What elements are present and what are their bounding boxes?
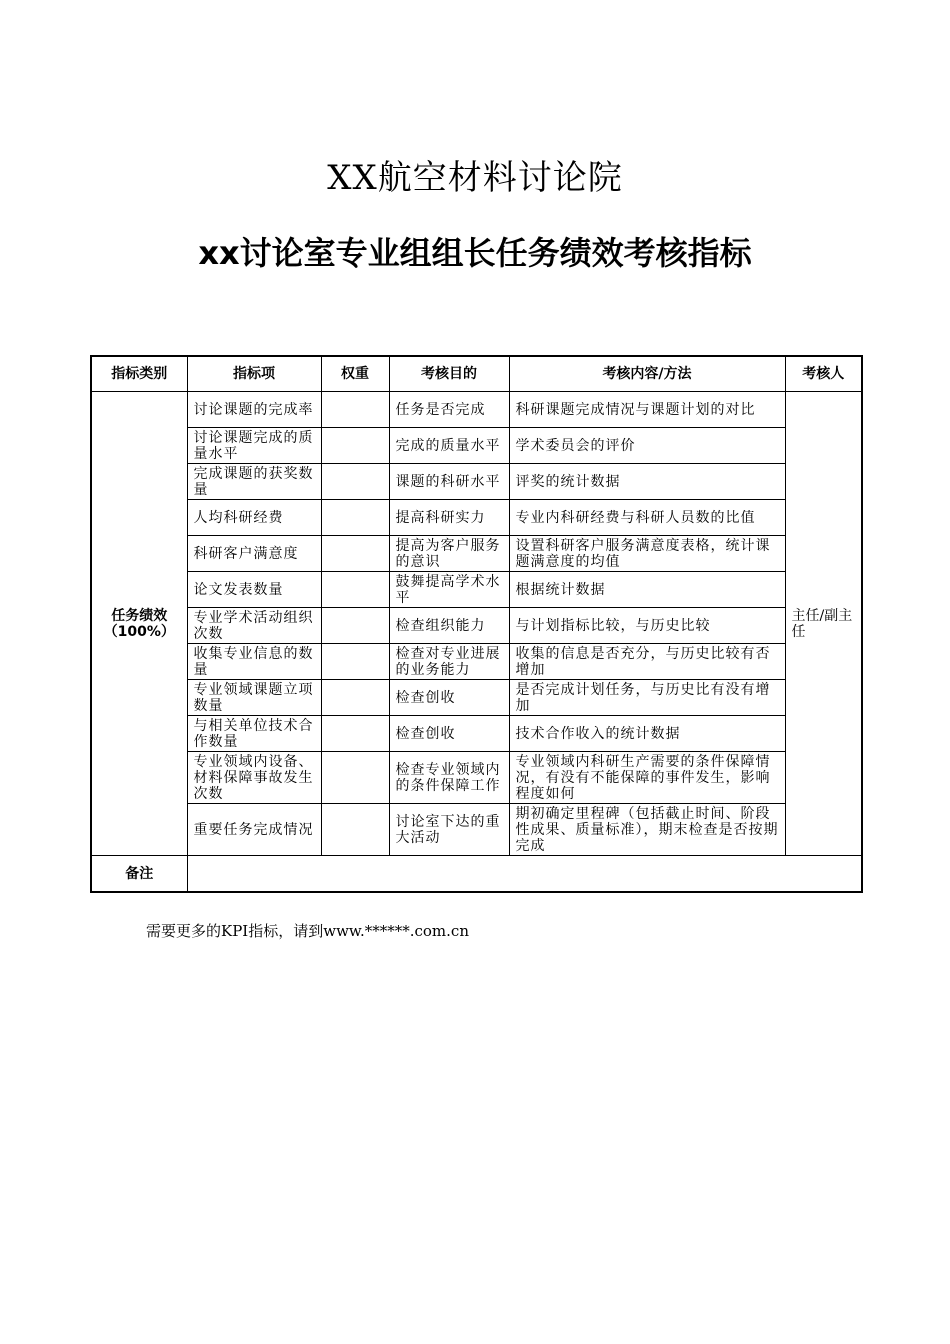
table-row bbox=[91, 804, 862, 856]
table-row bbox=[91, 572, 862, 608]
purpose-cell: 鼓舞提高学术水平 bbox=[389, 572, 509, 608]
purpose-cell: 课题的科研水平 bbox=[389, 464, 509, 500]
content-cell: 与计划指标比较，与历史比较 bbox=[509, 608, 785, 644]
item-cell: 专业领域课题立项数量 bbox=[187, 680, 321, 716]
note-value bbox=[187, 856, 862, 893]
item-cell: 重要任务完成情况 bbox=[187, 804, 321, 856]
category-name: 任务绩效 bbox=[111, 607, 168, 624]
item-cell: 讨论课题完成的质量水平 bbox=[187, 428, 321, 464]
item-cell: 收集专业信息的数量 bbox=[187, 644, 321, 680]
content-cell: 根据统计数据 bbox=[509, 572, 785, 608]
purpose-cell: 完成的质量水平 bbox=[389, 428, 509, 464]
weight-cell bbox=[321, 536, 389, 572]
header-category: 指标类别 bbox=[91, 356, 187, 392]
assessor-cell: 主任/副主任 bbox=[785, 392, 862, 856]
content-cell: 期初确定里程碑（包括截止时间、阶段性成果、质量标准），期末检查是否按期完成 bbox=[509, 804, 785, 856]
content-cell: 学术委员会的评价 bbox=[509, 428, 785, 464]
note-row bbox=[91, 856, 862, 893]
document-title: XX航空材料讨论院 bbox=[327, 158, 623, 198]
table-row bbox=[91, 644, 862, 680]
content-cell: 技术合作收入的统计数据 bbox=[509, 716, 785, 752]
purpose-cell: 检查对专业进展的业务能力 bbox=[389, 644, 509, 680]
content-cell: 评奖的统计数据 bbox=[509, 464, 785, 500]
header-item: 指标项 bbox=[187, 356, 321, 392]
purpose-cell: 检查组织能力 bbox=[389, 608, 509, 644]
item-cell: 讨论课题的完成率 bbox=[187, 392, 321, 428]
table-row bbox=[91, 428, 862, 464]
category-cell bbox=[91, 392, 187, 856]
purpose-cell: 提高为客户服务的意识 bbox=[389, 536, 509, 572]
content-cell: 设置科研客户服务满意度表格，统计课题满意度的均值 bbox=[509, 536, 785, 572]
header-assessor: 考核人 bbox=[785, 356, 862, 392]
table-row bbox=[91, 536, 862, 572]
weight-cell bbox=[321, 392, 389, 428]
item-cell: 人均科研经费 bbox=[187, 500, 321, 536]
item-cell: 完成课题的获奖数量 bbox=[187, 464, 321, 500]
table-row bbox=[91, 716, 862, 752]
content-cell: 专业领域内科研生产需要的条件保障情况，有没有不能保障的事件发生，影响程度如何 bbox=[509, 752, 785, 804]
content-cell: 科研课题完成情况与课题计划的对比 bbox=[509, 392, 785, 428]
weight-cell bbox=[321, 804, 389, 856]
weight-cell bbox=[321, 572, 389, 608]
weight-cell bbox=[321, 716, 389, 752]
content-cell: 收集的信息是否充分，与历史比较有否增加 bbox=[509, 644, 785, 680]
weight-cell bbox=[321, 608, 389, 644]
header-purpose: 考核目的 bbox=[389, 356, 509, 392]
purpose-cell: 检查创收 bbox=[389, 680, 509, 716]
item-cell: 与相关单位技术合作数量 bbox=[187, 716, 321, 752]
weight-cell bbox=[321, 500, 389, 536]
weight-cell bbox=[321, 752, 389, 804]
item-cell: 专业领域内设备、材料保障事故发生次数 bbox=[187, 752, 321, 804]
document-subtitle: xx讨论室专业组组长任务绩效考核指标 bbox=[198, 234, 752, 272]
table-row bbox=[91, 680, 862, 716]
content-cell: 专业内科研经费与科研人员数的比值 bbox=[509, 500, 785, 536]
header-weight: 权重 bbox=[321, 356, 389, 392]
table-row bbox=[91, 464, 862, 500]
note-label: 备注 bbox=[91, 856, 187, 893]
purpose-cell: 提高科研实力 bbox=[389, 500, 509, 536]
footer-note: 需要更多的KPI指标，请到www.******.com.cn bbox=[146, 922, 469, 940]
purpose-cell: 检查创收 bbox=[389, 716, 509, 752]
header-content: 考核内容/方法 bbox=[509, 356, 785, 392]
table-row bbox=[91, 392, 862, 428]
weight-cell bbox=[321, 644, 389, 680]
table-row bbox=[91, 752, 862, 804]
table-body bbox=[91, 392, 862, 893]
table-header-row bbox=[91, 356, 862, 392]
category-weight: （100%） bbox=[103, 623, 175, 640]
item-cell: 专业学术活动组织次数 bbox=[187, 608, 321, 644]
weight-cell bbox=[321, 680, 389, 716]
content-cell: 是否完成计划任务，与历史比有没有增加 bbox=[509, 680, 785, 716]
purpose-cell: 检查专业领域内的条件保障工作 bbox=[389, 752, 509, 804]
item-cell: 论文发表数量 bbox=[187, 572, 321, 608]
purpose-cell: 讨论室下达的重大活动 bbox=[389, 804, 509, 856]
item-cell: 科研客户满意度 bbox=[187, 536, 321, 572]
weight-cell bbox=[321, 464, 389, 500]
purpose-cell: 任务是否完成 bbox=[389, 392, 509, 428]
kpi-table bbox=[90, 355, 863, 893]
table-row bbox=[91, 608, 862, 644]
weight-cell bbox=[321, 428, 389, 464]
table-row bbox=[91, 500, 862, 536]
